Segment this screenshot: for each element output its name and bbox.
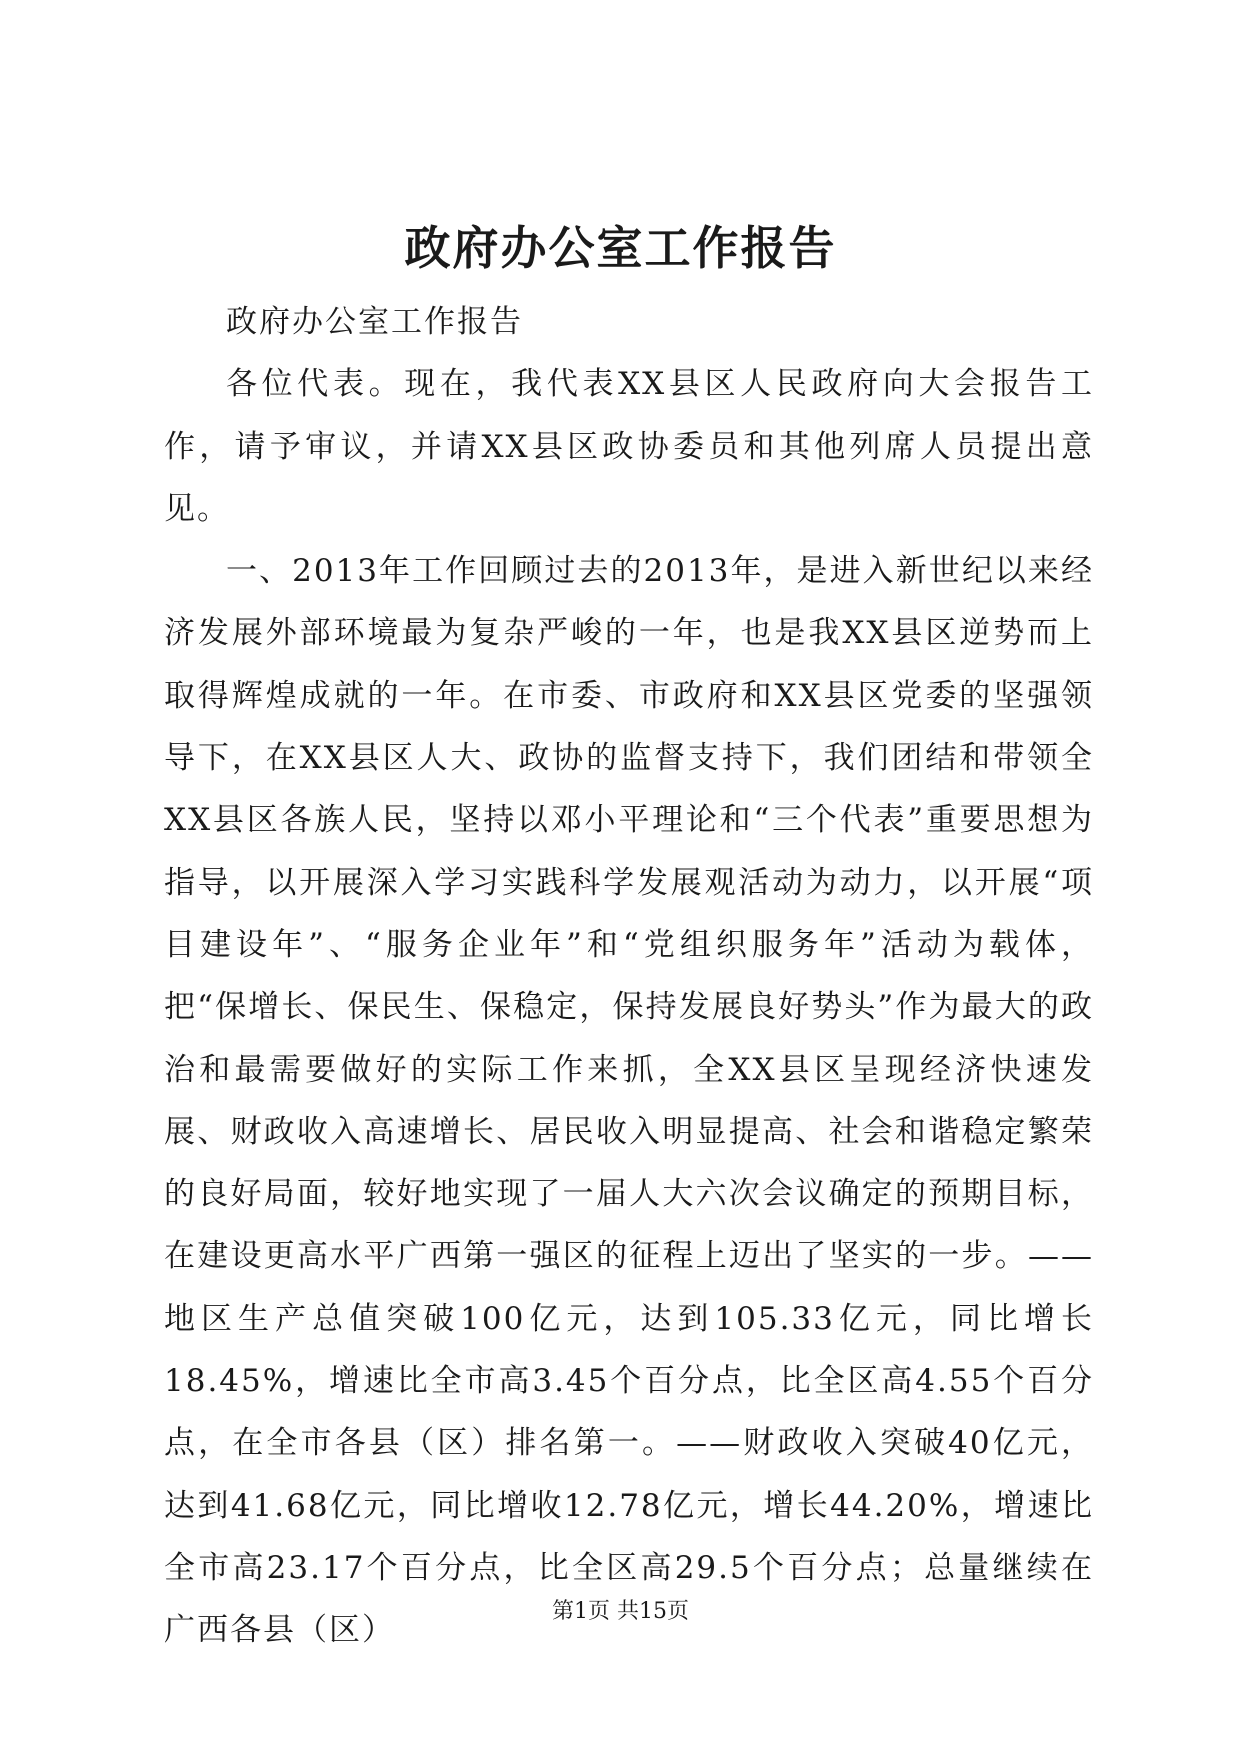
document-title: 政府办公室工作报告 [404, 221, 837, 275]
document-body [164, 291, 1094, 1662]
paragraph-review: 一、2013年工作回顾过去的2013年，是进入新世纪以来经济发展外部环境最为复杂严峻的一年，也是我XX县区逆势而上取得辉煌成就的一年。在市委、市政府和XX县区党委的坚强领导下，在XX县区人大、政协的监督支持下，我们团结和带领全XX县区各族人民，坚持以邓小平理论和“三个代表”重要思想为指导，以开展深入学习实践科学发展观活动为动力，以开展“项目建设年”、“服务企业年”和“党组织服务年”活动为载体，把“保增长、保民生、保稳定，保持发展良好势头”作为最大的政治和最需要做好的实际工作来抓，全XX县区呈现经济快速发展、财政收入高速增长、居民收入明显提高、社会和谐稳定繁荣的良好局面，较好地实现了一届人大六次会议确定的预期目标，在建设更高水平广西第一强区的征程上迈出了坚实的一步。——地区生产总值突破100亿元，达到105.33亿元，同比增长18.45%，增速比全市高3.45个百分点，比全区高4.55个百分点，在全市各县（区）排名第一。——财政收入突破40亿元，达到41.68亿元，同比增收12.78亿元，增长44.20%，增速比全市高23.17个百分点，比全区高29.5个百分点；总量继续在广西各县（区） [164, 553, 1094, 1649]
paragraph-opening: 各位代表。现在，我代表XX县区人民政府向大会报告工作，请予审议，并请XX县区政协委员和其他列席人员提出意见。 [164, 366, 1094, 527]
paragraph-subtitle: 政府办公室工作报告 [226, 304, 523, 340]
page-footer: 第1页 共15页 [552, 1599, 689, 1624]
